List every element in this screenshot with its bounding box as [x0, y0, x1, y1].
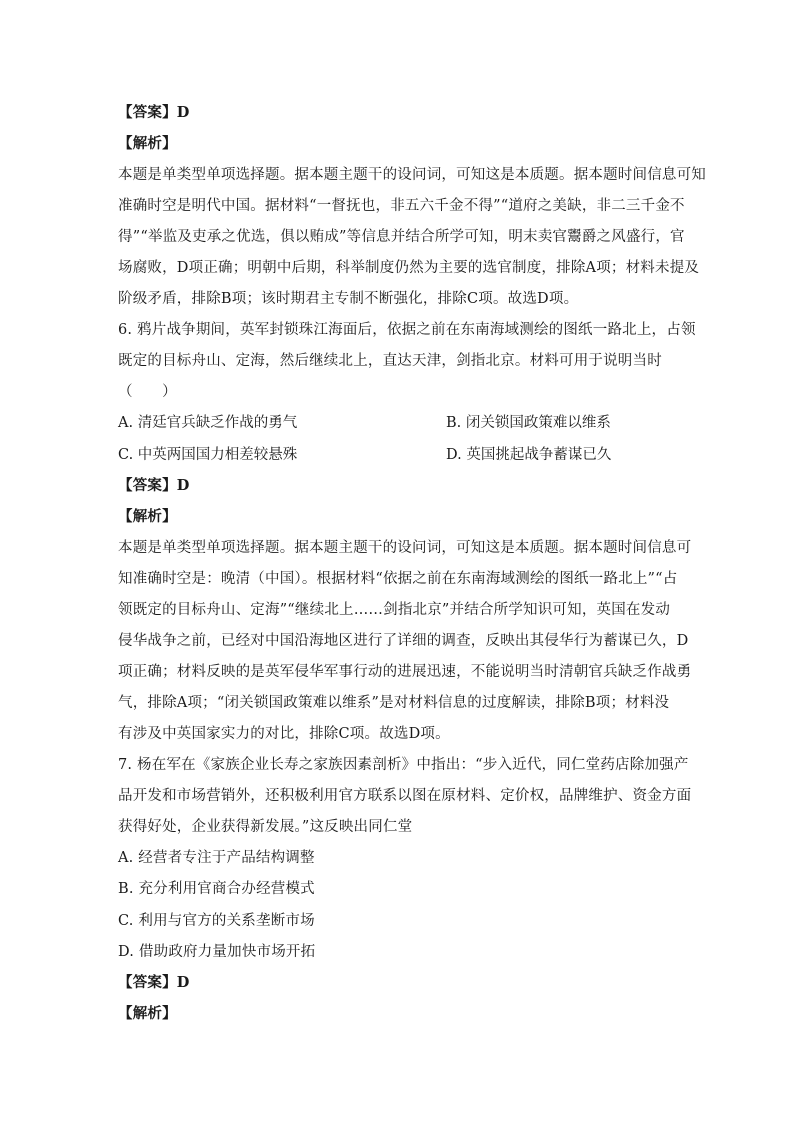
q7-analysis-label: 【解析】 [118, 1005, 177, 1022]
q5-analysis-line: 准确时空是明代中国。据材料“一督抚也，非五六千金不得”“道府之美缺，非二三千金不 [118, 198, 685, 214]
q6-option-c: C. 中英两国国力相差较悬殊 [118, 447, 298, 463]
q7-stem-line: 品开发和市场营销外，还积极利用官方联系以图在原材料、定价权，品牌维护、资金方面 [118, 788, 692, 804]
q6-answer: 【答案】D [118, 477, 190, 494]
q6-analysis-line: 项正确；材料反映的是英军侵华军事行动的进展迅速，不能说明当时清朝官兵缺乏作战勇 [118, 664, 692, 680]
q7-option-b: B. 充分利用官商合办经营模式 [118, 881, 315, 897]
q6-analysis-label: 【解析】 [118, 508, 177, 525]
q6-analysis-line: 气，排除A项；“闭关锁国政策难以维系”是对材料信息的过度解读，排除B项；材料没 [118, 695, 670, 711]
q6-answer-blank: （ ） [118, 384, 177, 400]
q6-analysis-line: 侵华战争之前，已经对中国沿海地区进行了详细的调查，反映出其侵华行为蓄谋已久，D [118, 633, 689, 649]
q5-analysis-label: 【解析】 [118, 135, 177, 152]
q6-analysis-line: 领既定的目标舟山、定海”“继续北上……剑指北京”并结合所学知识可知，英国在发动 [118, 602, 671, 618]
q6-option-b: B. 闭关锁国政策难以维系 [446, 415, 611, 431]
q5-analysis-line: 阶级矛盾，排除B项；该时期君主专制不断强化，排除C项。故选D项。 [118, 291, 579, 307]
q5-analysis-line: 场腐败，D项正确；明朝中后期，科举制度仍然为主要的选官制度，排除A项；材料未提及 [118, 260, 700, 276]
q7-answer: 【答案】D [118, 974, 190, 991]
q5-analysis-line: 本题是单类型单项选择题。据本题主题干的设问词，可知这是本质题。据本题时间信息可知 [118, 167, 706, 183]
q6-analysis-line: 本题是单类型单项选择题。据本题主题干的设问词，可知这是本质题。据本题时间信息可 [118, 540, 692, 556]
q7-stem-line: 获得好处，企业获得新发展。”这反映出同仁堂 [118, 819, 413, 835]
q5-answer: 【答案】D [118, 104, 190, 121]
q6-analysis-line: 知准确时空是：晚清（中国）。根据材料“依据之前在东南海域测绘的图纸一路北上”“占 [118, 571, 678, 587]
q6-stem-line: 6. 鸦片战争期间，英军封锁珠江海面后，依据之前在东南海域测绘的图纸一路北上，占领 [118, 322, 696, 338]
q7-option-d: D. 借助政府力量加快市场开拓 [118, 944, 316, 960]
q6-option-a: A. 清廷官兵缺乏作战的勇气 [118, 415, 298, 431]
q7-stem-line: 7. 杨在军在《家族企业长寿之家族因素剖析》中指出：“步入近代，同仁堂药店除加强产 [118, 757, 689, 773]
q6-stem-line: 既定的目标舟山、定海，然后继续北上，直达天津，剑指北京。材料可用于说明当时 [118, 353, 662, 369]
q7-option-a: A. 经营者专注于产品结构调整 [118, 850, 315, 866]
q6-analysis-line: 有涉及中英国家实力的对比，排除C项。故选D项。 [118, 726, 450, 742]
q7-option-c: C. 利用与官方的关系垄断市场 [118, 913, 315, 929]
q6-option-d: D. 英国挑起战争蓄谋已久 [446, 447, 612, 463]
q5-analysis-line: 得”“举监及吏承之优选，俱以贿成”等信息并结合所学可知，明末卖官鬻爵之风盛行，官 [118, 229, 685, 245]
